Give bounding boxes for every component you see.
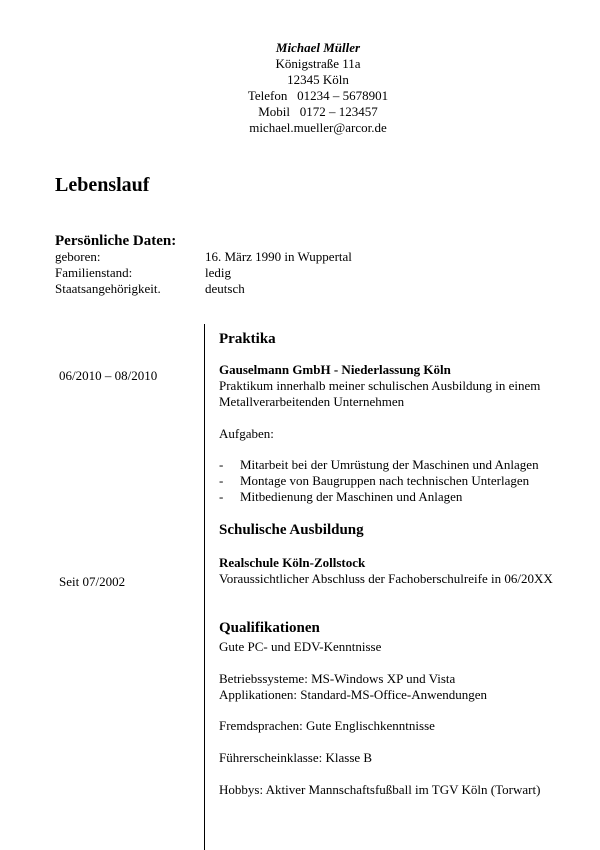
contact-block xyxy=(218,40,418,136)
qualification-pc: Gute PC- und EDV-Kenntnisse xyxy=(219,639,382,654)
qualification-apps: Applikationen: Standard-MS-Office-Anwendungen xyxy=(219,687,488,702)
row-value: deutsch xyxy=(205,281,245,296)
internship-company: Gauselmann GmbH - Niederlassung Köln xyxy=(219,362,451,377)
tasks-label: Aufgaben: xyxy=(219,426,274,441)
mobile-line: Mobil 0172 – 123457 xyxy=(258,104,378,119)
school-heading: Schulische Ausbildung xyxy=(219,522,364,538)
street-address: Königstraße 11a xyxy=(275,56,361,71)
row-value: 16. März 1990 in Wuppertal xyxy=(205,249,352,264)
personal-data-heading: Persönliche Daten: xyxy=(55,233,177,249)
school-date: Seit 07/2002 xyxy=(59,574,126,589)
school-description: Voraussichtlicher Abschluss der Fachoberschulreife in 06/20XX xyxy=(219,571,553,586)
document-title: Lebenslauf xyxy=(55,174,150,196)
task-text: Mitbedienung der Maschinen und Anlagen xyxy=(240,489,463,504)
internship-description-line1: Praktikum innerhalb meiner schulischen Ausbildung in einem xyxy=(219,378,541,393)
task-text: Mitarbeit bei der Umrüstung der Maschinen und Anlagen xyxy=(240,457,539,472)
task-text: Montage von Baugruppen nach technischen Unterlagen xyxy=(240,473,530,488)
row-label: Familienstand: xyxy=(55,265,133,280)
qualification-license: Führerscheinklasse: Klasse B xyxy=(219,750,373,765)
row-label: geboren: xyxy=(55,249,101,264)
bullet-dash: - xyxy=(219,473,224,488)
row-value: ledig xyxy=(205,265,231,280)
phone-line: Telefon 01234 – 5678901 xyxy=(247,88,389,103)
applicant-name: Michael Müller xyxy=(275,40,361,55)
qualification-os: Betriebssysteme: MS-Windows XP und Vista xyxy=(219,671,456,686)
email-line: michael.mueller@arcor.de xyxy=(249,120,387,135)
row-label: Staatsangehörigkeit. xyxy=(55,281,161,296)
internship-description-line2: Metallverarbeitenden Unternehmen xyxy=(219,394,405,409)
internships-heading: Praktika xyxy=(219,331,276,347)
bullet-dash: - xyxy=(219,489,224,504)
internship-date: 06/2010 – 08/2010 xyxy=(59,368,158,383)
city-line: 12345 Köln xyxy=(287,72,349,87)
qualification-hobbies: Hobbys: Aktiver Mannschaftsfußball im TGV Köln (Torwart) xyxy=(219,782,541,797)
column-divider xyxy=(204,324,205,850)
school-name: Realschule Köln-Zollstock xyxy=(219,555,366,570)
qualifications-heading: Qualifikationen xyxy=(219,620,320,636)
bullet-dash: - xyxy=(219,457,224,472)
qualification-languages: Fremdsprachen: Gute Englischkenntnisse xyxy=(219,718,435,733)
